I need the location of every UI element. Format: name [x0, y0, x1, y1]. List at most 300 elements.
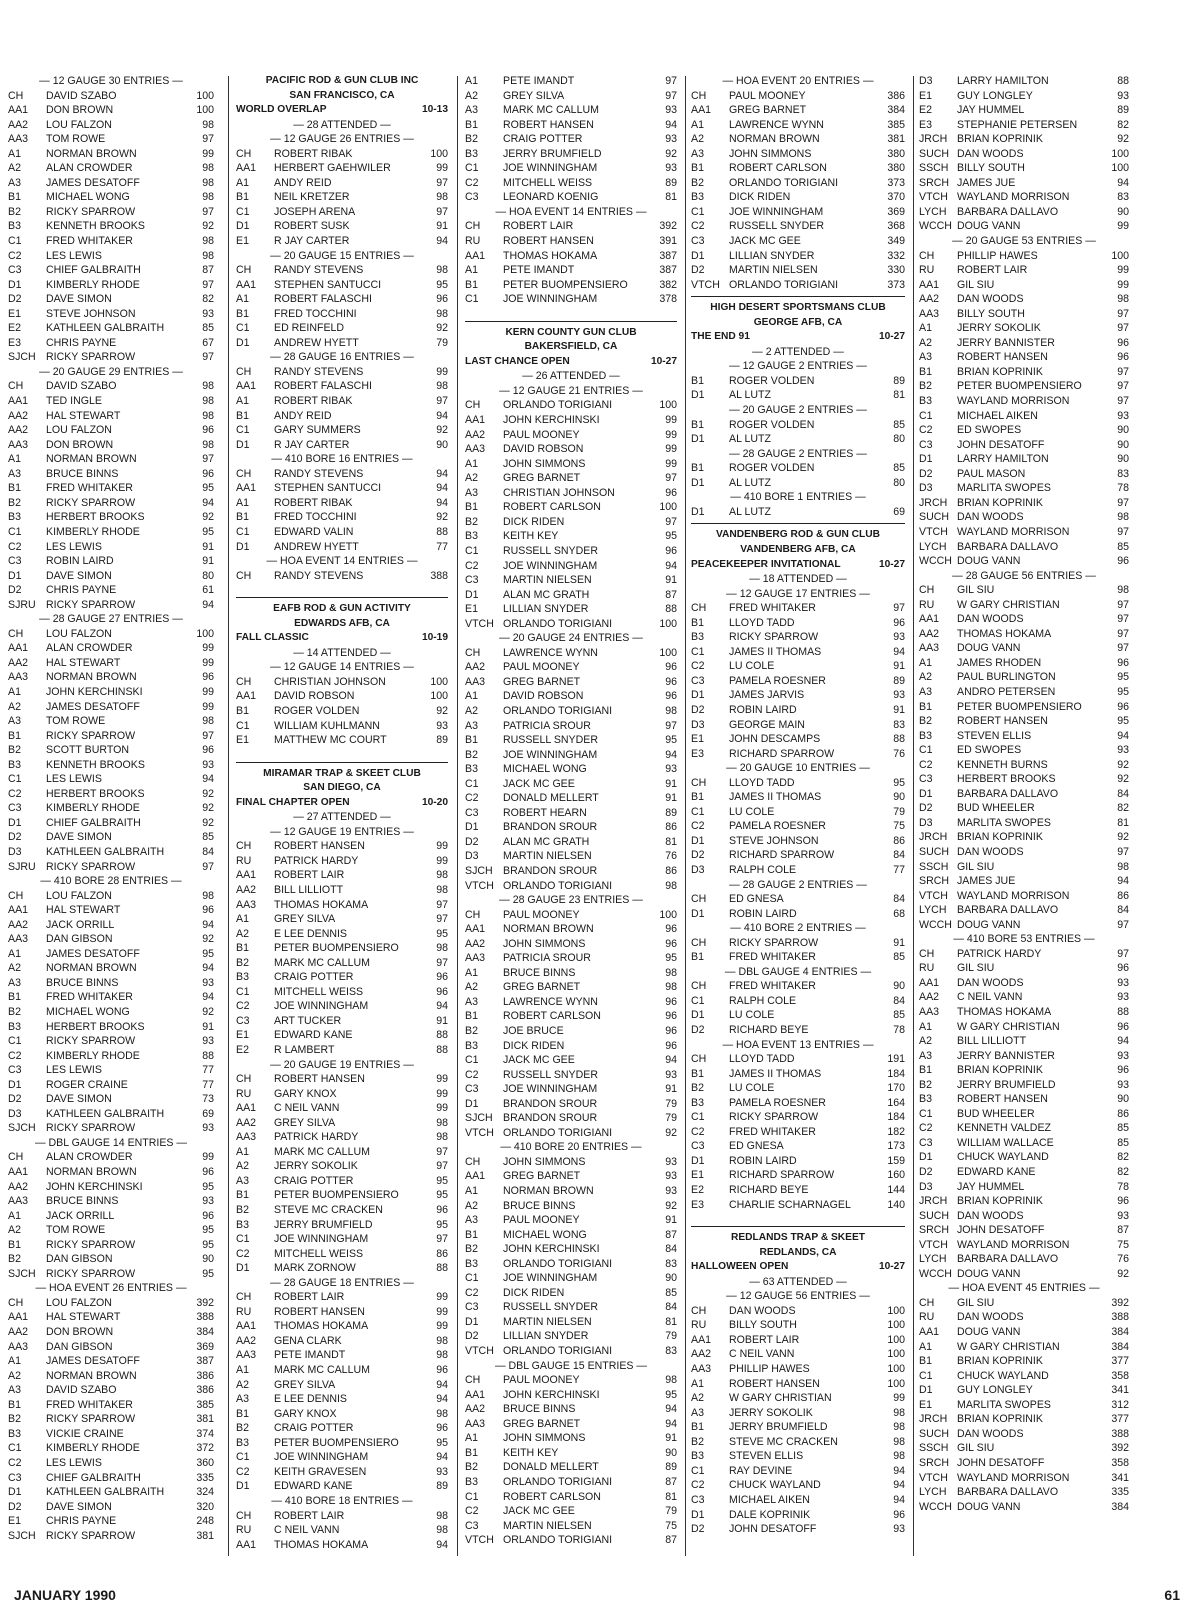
score: 160 [887, 1169, 905, 1182]
shoot-title [236, 796, 448, 811]
score: 97 [1117, 918, 1129, 931]
result-row [8, 525, 214, 540]
score: 248 [196, 1515, 214, 1528]
result-row [465, 1111, 677, 1126]
result-row [919, 787, 1129, 802]
class-label: B2 [465, 515, 478, 528]
score: 80 [893, 433, 905, 446]
score: 380 [887, 162, 905, 175]
result-row [465, 704, 677, 719]
score: 95 [202, 525, 214, 538]
result-row [465, 1402, 677, 1417]
shooter-name: NORMAN BROWN [46, 1166, 137, 1179]
score: 91 [202, 540, 214, 553]
score: 92 [665, 1199, 677, 1212]
result-row [465, 219, 677, 234]
event-header: — 28 GAUGE 2 ENTRIES — [729, 878, 867, 891]
class-label: AA1 [8, 904, 29, 917]
result-row [691, 688, 905, 703]
column-divider [685, 76, 686, 1556]
shooter-name: ROBERT RIBAK [274, 147, 353, 160]
shooter-name: RUSSELL SNYDER [503, 734, 598, 747]
score: 98 [665, 704, 677, 717]
shoot-date: 10-27 [878, 1261, 905, 1273]
score: 324 [196, 1486, 214, 1499]
shooter-name: KEITH KEY [503, 1446, 559, 1459]
shooter-name: JOHN DESATOFF [957, 1456, 1045, 1469]
result-row [691, 1508, 905, 1523]
score: 96 [665, 486, 677, 499]
result-row [8, 1340, 214, 1355]
score: 93 [202, 1035, 214, 1048]
score: 98 [665, 1374, 677, 1387]
result-row [919, 772, 1129, 787]
class-label: B1 [236, 511, 249, 524]
result-row [691, 278, 905, 293]
class-label: AA1 [236, 1102, 257, 1115]
class-label: B1 [919, 700, 932, 713]
score: 97 [665, 719, 677, 732]
shooter-name: RALPH COLE [729, 994, 797, 1007]
shooter-name: JOE WINNINGHAM [274, 1233, 369, 1246]
shooter-name: KEITH GRAVESEN [274, 1465, 367, 1478]
score: 93 [893, 631, 905, 644]
class-label: C2 [236, 1247, 250, 1260]
class-label: A1 [465, 75, 478, 87]
result-row [8, 1296, 214, 1311]
result-row [8, 932, 214, 947]
class-label: B1 [465, 1228, 478, 1241]
result-row [465, 1300, 677, 1315]
result-row [8, 1427, 214, 1442]
shooter-name: RICKY SPARROW [46, 351, 136, 364]
shooter-name: BRIAN KOPRINIK [957, 831, 1043, 844]
shooter-name: E LEE DENNIS [274, 1393, 348, 1406]
class-label: SJCH [8, 1529, 36, 1542]
class-label: A1 [691, 118, 704, 131]
score: 99 [1117, 278, 1129, 291]
shooter-name: NORMAN BROWN [46, 671, 137, 684]
class-label: C1 [465, 777, 479, 790]
class-label: JRCH [919, 831, 948, 844]
shooter-name: DICK RIDEN [503, 515, 565, 528]
class-label: A1 [8, 147, 21, 160]
shooter-name: CHIEF GALBRAITH [46, 1471, 141, 1484]
shooter-name: JAMES JARVIS [729, 689, 805, 702]
class-label: D2 [8, 293, 22, 306]
club-location: BAKERSFIELD, CA [524, 341, 618, 353]
class-label: CH [236, 1073, 252, 1086]
result-row [465, 864, 677, 879]
class-label: D1 [691, 389, 705, 402]
score: 96 [665, 1025, 677, 1037]
score: 373 [887, 278, 905, 291]
shooter-name: KATHLEEN GALBRAITH [46, 322, 165, 335]
shooter-name: THOMAS HOKAMA [957, 627, 1052, 640]
score: 100 [887, 1377, 905, 1390]
event-header: — DBL GAUGE 4 ENTRIES — [724, 965, 872, 978]
result-row [465, 980, 677, 995]
result-row [919, 1136, 1129, 1151]
class-label: A1 [8, 453, 21, 466]
result-row [691, 1449, 905, 1464]
class-label: B1 [691, 1067, 704, 1080]
shooter-name: ROBERT LAIR [957, 264, 1028, 277]
shooter-name: BRIAN KOPRINIK [957, 133, 1043, 146]
shooter-name: NORMAN BROWN [46, 453, 137, 466]
score: 98 [202, 889, 214, 902]
shooter-name: DAN WOODS [729, 1304, 796, 1317]
score: 88 [436, 525, 448, 538]
shooter-name: C NEIL VANN [957, 991, 1023, 1004]
shooter-name: GUY LONGLEY [957, 89, 1033, 102]
event-header: — 20 GAUGE 24 ENTRIES — [499, 632, 643, 645]
result-row [465, 835, 677, 850]
class-label: A1 [465, 264, 478, 277]
result-row [465, 500, 677, 515]
result-row [465, 937, 677, 952]
class-label: AA2 [8, 118, 29, 131]
result-row [465, 74, 677, 89]
result-row [8, 700, 214, 715]
shooter-name: ORLANDO TORIGIANI [503, 1534, 613, 1547]
score: 95 [436, 1218, 448, 1231]
event-header: — 12 GAUGE 26 ENTRIES — [270, 133, 414, 146]
shooter-name: JOE WINNINGHAM [503, 559, 598, 572]
results-column-4 [691, 74, 905, 1537]
class-label: A3 [465, 486, 478, 499]
shooter-name: ROBERT CARLSON [729, 162, 827, 175]
result-row [236, 1116, 448, 1131]
result-row [691, 219, 905, 234]
shooter-name: CHRISTIAN JOHNSON [503, 486, 615, 499]
score: 97 [1117, 395, 1129, 408]
class-label: E2 [236, 1044, 249, 1056]
score: 97 [436, 1160, 448, 1173]
class-label: VTCH [465, 879, 494, 892]
result-row [236, 970, 448, 985]
class-label: D2 [919, 1166, 933, 1179]
event-header: — HOA EVENT 13 ENTRIES — [722, 1038, 874, 1051]
score: 341 [1111, 1384, 1129, 1397]
score: 93 [665, 1185, 677, 1198]
score: 95 [202, 1224, 214, 1237]
class-label: AA2 [8, 1180, 29, 1193]
result-row [236, 1028, 448, 1043]
result-row [236, 234, 448, 249]
score: 392 [1111, 1296, 1129, 1309]
class-label: C2 [465, 1068, 479, 1081]
score: 384 [1111, 1340, 1129, 1353]
shooter-name: DICK RIDEN [503, 1039, 565, 1052]
score: 93 [1117, 1078, 1129, 1091]
class-label: A2 [465, 1199, 478, 1212]
event-header: — 12 GAUGE 17 ENTRIES — [726, 587, 870, 600]
shooter-name: JOHN KERCHINSKI [46, 1180, 143, 1193]
shooter-name: MITCHELL WEISS [274, 1247, 364, 1260]
class-label: A2 [8, 962, 21, 975]
class-label: A2 [8, 1224, 21, 1237]
result-row [465, 1257, 677, 1272]
result-row [919, 103, 1129, 118]
score: 95 [1117, 685, 1129, 698]
score: 98 [893, 1450, 905, 1463]
shooter-name: DAN WOODS [957, 147, 1024, 160]
score: 98 [436, 1524, 448, 1537]
class-label: B3 [8, 1427, 21, 1440]
result-row [236, 1290, 448, 1305]
class-label: RU [919, 598, 935, 611]
result-row [691, 1304, 905, 1319]
class-label: A2 [465, 704, 478, 717]
shooter-name: PHILLIP HAWES [729, 1363, 810, 1376]
shooter-name: JOHN KERCHINSKI [503, 1388, 600, 1401]
score: 93 [436, 1465, 448, 1478]
shooter-name: STEVEN ELLIS [957, 729, 1032, 742]
shooter-name: JOE WINNINGHAM [729, 205, 824, 218]
score: 140 [887, 1198, 905, 1211]
shooter-name: MARK MC CALLUM [274, 1364, 370, 1377]
result-row [465, 1533, 677, 1548]
result-row [465, 398, 677, 413]
class-label: SRCH [919, 176, 950, 189]
result-row [691, 1096, 905, 1111]
class-label: A3 [919, 1049, 932, 1062]
score: 88 [436, 1029, 448, 1042]
score: 95 [436, 927, 448, 940]
shooter-name: PETER BUOMPENSIERO [503, 278, 628, 291]
shooter-name: VICKIE CRAINE [46, 1427, 124, 1440]
class-label: B1 [465, 1010, 478, 1023]
score: 94 [202, 773, 214, 786]
shooter-name: FRED WHITAKER [729, 980, 816, 993]
result-row [236, 898, 448, 913]
class-label: B1 [8, 1238, 21, 1251]
class-label: E1 [236, 1029, 249, 1042]
attendance: — 2 ATTENDED — [752, 345, 844, 358]
shooter-name: LILLIAN SNYDER [503, 1330, 589, 1343]
class-label: CH [8, 627, 24, 640]
class-label: C3 [465, 1301, 479, 1314]
shooter-name: JAMES RHODEN [957, 656, 1042, 669]
score: 100 [196, 627, 214, 640]
result-row [691, 776, 905, 791]
class-label: A1 [236, 1145, 249, 1158]
class-label: B2 [919, 380, 932, 393]
result-row [465, 1431, 677, 1446]
result-row [691, 1406, 905, 1421]
result-row [465, 1490, 677, 1505]
shooter-name: ROBERT CARLSON [503, 501, 601, 514]
class-label: AA3 [236, 898, 257, 911]
score: 370 [887, 191, 905, 204]
shooter-name: LARRY HAMILTON [957, 75, 1049, 87]
result-row [691, 1183, 905, 1198]
class-label: RU [236, 1087, 252, 1100]
class-label: A2 [919, 1035, 932, 1048]
shooter-name: MARTIN NIELSEN [503, 1519, 592, 1532]
shooter-name: WILLIAM KUHLMANN [274, 719, 380, 732]
result-row [919, 874, 1129, 889]
score: 98 [436, 883, 448, 896]
result-row [236, 176, 448, 191]
result-row [8, 249, 214, 264]
result-row [919, 627, 1129, 642]
shooter-name: PATRICK HARDY [957, 947, 1042, 960]
result-row [465, 1039, 677, 1054]
result-row [691, 147, 905, 162]
class-label: AA2 [919, 293, 940, 306]
event-header: — 28 GAUGE 18 ENTRIES — [270, 1276, 414, 1289]
score: 86 [436, 1247, 448, 1260]
shoot-title [236, 103, 448, 118]
shooter-name: JAY HUMMEL [957, 104, 1025, 117]
class-label: C3 [465, 1519, 479, 1532]
result-row [236, 1363, 448, 1378]
score: 97 [1117, 642, 1129, 655]
score: 94 [893, 1479, 905, 1492]
result-row [919, 510, 1129, 525]
class-label: C1 [691, 645, 705, 658]
shooter-name: ROBIN LAIRD [729, 703, 797, 716]
class-label: B1 [236, 1189, 249, 1202]
class-label: B2 [465, 1461, 478, 1474]
result-row [919, 816, 1129, 831]
result-row [465, 1213, 677, 1228]
score: 96 [665, 690, 677, 703]
score: 98 [436, 191, 448, 204]
shooter-name: JACK ORRILL [46, 1209, 115, 1222]
score: 93 [665, 763, 677, 776]
score: 95 [665, 952, 677, 965]
result-row [465, 675, 677, 690]
result-row [465, 689, 677, 704]
score: 86 [1117, 889, 1129, 902]
result-row [8, 1078, 214, 1093]
class-label: SUCH [919, 845, 950, 858]
shooter-name: JACK MC GEE [729, 235, 801, 248]
score: 82 [1117, 1166, 1129, 1179]
result-row [465, 849, 677, 864]
class-label: AA3 [8, 438, 29, 451]
shooter-name: PAUL MOONEY [503, 1214, 580, 1227]
class-label: C1 [236, 424, 250, 437]
attendance: — 28 ATTENDED — [293, 118, 391, 131]
score: 92 [1117, 758, 1129, 771]
shooter-name: ART TUCKER [274, 1014, 342, 1027]
shooter-name: EDWARD KANE [274, 1480, 353, 1493]
shooter-name: MITCHELL WEISS [503, 176, 593, 189]
class-label: B1 [691, 951, 704, 964]
class-label: AA1 [8, 1311, 29, 1324]
result-row [691, 994, 905, 1009]
score: 94 [436, 1378, 448, 1391]
result-row [8, 1383, 214, 1398]
result-row [236, 1305, 448, 1320]
shooter-name: JERRY SOKOLIK [957, 322, 1041, 335]
class-label: B3 [236, 971, 249, 984]
shooter-name: RICKY SPARROW [729, 1111, 819, 1124]
score: 95 [1117, 715, 1129, 728]
result-row [691, 1377, 905, 1392]
class-label: AA2 [465, 1403, 486, 1416]
shooter-name: BUD WHEELER [957, 1107, 1035, 1120]
class-label: A2 [465, 89, 478, 102]
score: 92 [202, 220, 214, 233]
class-label: C1 [236, 205, 250, 218]
result-row [465, 89, 677, 104]
score: 87 [1117, 1224, 1129, 1237]
class-label: B2 [691, 1082, 704, 1095]
score: 99 [202, 642, 214, 655]
score: 98 [202, 162, 214, 175]
result-row [465, 966, 677, 981]
result-row [465, 1068, 677, 1083]
class-label: C3 [919, 773, 933, 786]
class-label: AA3 [8, 1340, 29, 1353]
class-label: A1 [465, 966, 478, 979]
class-label: SUCH [919, 147, 950, 160]
shooter-name: HERBERT BROOKS [46, 511, 145, 524]
class-label: B2 [8, 205, 21, 218]
results-column-2 [236, 74, 448, 1552]
result-row [691, 819, 905, 834]
score: 97 [1117, 845, 1129, 858]
class-label: C1 [691, 994, 705, 1007]
result-row [236, 467, 448, 482]
score: 95 [665, 1388, 677, 1401]
score: 184 [887, 1111, 905, 1124]
shooter-name: E LEE DENNIS [274, 927, 348, 940]
score: 93 [665, 133, 677, 146]
shooter-name: PAUL MOONEY [503, 428, 580, 441]
shooter-name: RICKY SPARROW [729, 936, 819, 949]
result-row [8, 772, 214, 787]
shooter-name: JOHN KERCHINSKI [503, 1243, 600, 1256]
result-row [465, 995, 677, 1010]
shooter-name: FRED WHITAKER [46, 991, 133, 1004]
shooter-name: W GARY CHRISTIAN [957, 1340, 1060, 1353]
result-row [8, 1092, 214, 1107]
score: 98 [893, 1435, 905, 1448]
result-row [919, 1238, 1129, 1253]
shooter-name: GIL SIU [957, 860, 995, 873]
result-row [465, 719, 677, 734]
score: 98 [436, 307, 448, 320]
score: 98 [436, 1509, 448, 1522]
class-label: B1 [691, 1421, 704, 1434]
class-label: E1 [8, 307, 21, 320]
class-label: VTCH [465, 1345, 494, 1358]
class-label: B3 [465, 1039, 478, 1052]
score: 98 [665, 981, 677, 994]
shooter-name: BRUCE BINNS [503, 1403, 576, 1416]
class-label: D1 [691, 476, 705, 489]
class-label: C1 [919, 409, 933, 422]
shooter-name: PAMELA ROESNER [729, 674, 826, 687]
class-label: C1 [236, 985, 250, 998]
score: 93 [1117, 1049, 1129, 1062]
shooter-name: DOUG VANN [957, 1267, 1021, 1280]
class-label: E2 [919, 104, 932, 117]
shooter-name: JOHN KERCHINSKI [46, 685, 143, 698]
result-row [465, 1388, 677, 1403]
result-row [8, 496, 214, 511]
class-label: D1 [691, 433, 705, 446]
score: 384 [887, 104, 905, 117]
result-row [691, 1081, 905, 1096]
result-row [691, 1333, 905, 1348]
